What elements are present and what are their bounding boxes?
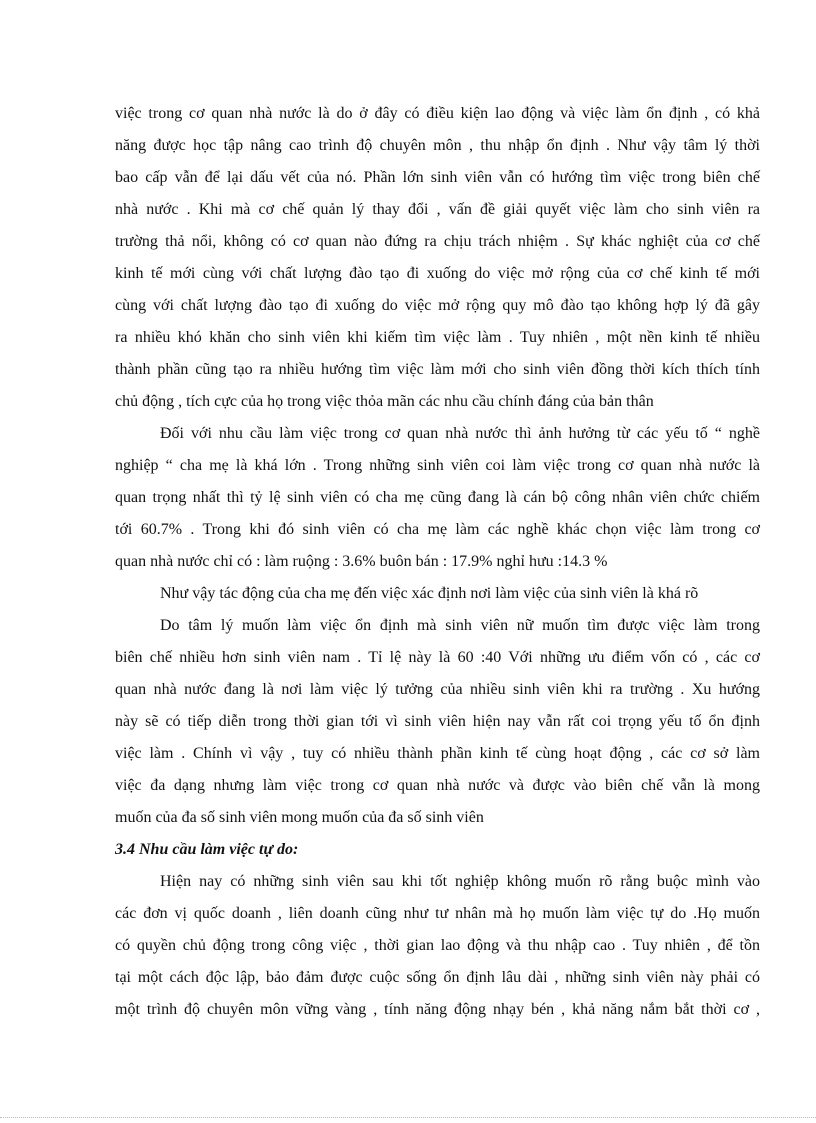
text-line: quan nhà nước đang là nơi làm việc lý tưởng của nhiều sinh viên khi ra trường . Xu hướng xyxy=(115,681,760,698)
body-text xyxy=(115,98,760,1026)
text-line: thành phần cũng tạo ra nhiều hướng tìm việc làm mới cho sinh viên đồng thời kích thích tính xyxy=(115,361,760,378)
text-line: tại một cách độc lập, bảo đảm được cuộc sống ổn định lâu dài , những sinh viên này phải có xyxy=(115,969,760,986)
text-line: Hiện nay có những sinh viên sau khi tốt nghiệp không muốn rõ rằng buộc mình vào xyxy=(160,873,760,890)
text-line: quan trọng nhất thì tỷ lệ sinh viên có cha mẹ cũng đang là cán bộ công nhân viên chức chiếm xyxy=(115,489,760,506)
text-line: nhà nước . Khi mà cơ chế quản lý thay đổi , vấn đề giải quyết việc làm cho sinh viên ra xyxy=(115,201,760,218)
text-line: các đơn vị quốc doanh , liên doanh cũng như tư nhân mà họ muốn làm việc tự do .Họ muốn xyxy=(115,905,760,922)
text-line: trường thả nổi, không có cơ quan nào đứng ra chịu trách nhiệm . Sự khác nghiệt của cơ chế xyxy=(115,233,760,250)
text-line: nghiệp “ cha mẹ là khá lớn . Trong những sinh viên coi làm việc trong cơ quan nhà nước là xyxy=(115,457,760,474)
text-line: cùng với chất lượng đào tạo đi xuống do việc mở rộng quy mô đào tạo không hợp lý đã gây xyxy=(115,297,760,314)
text-line: kinh tế mới cùng với chất lượng đào tạo đi xuống do việc mở rộng của cơ chế kinh tế mới xyxy=(115,265,760,282)
text-line: chủ động , tích cực của họ trong việc thỏa mãn các nhu cầu chính đáng của bản thân xyxy=(115,393,654,410)
text-line: Như vậy tác động của cha mẹ đến việc xác định nơi làm việc của sinh viên là khá rõ xyxy=(160,585,699,602)
text-line: việc làm . Chính vì vậy , tuy có nhiều thành phần kinh tế cùng hoạt động , các cơ sở làm xyxy=(115,745,760,762)
text-line: ra nhiều khó khăn cho sinh viên khi kiếm tìm việc làm . Tuy nhiên , một nền kinh tế nhiều xyxy=(115,329,760,346)
text-line: việc đa dạng nhưng làm việc trong cơ quan nhà nước và được vào biên chế vẫn là mong xyxy=(115,777,760,794)
page-bottom-border xyxy=(0,1117,816,1118)
text-line: Đối với nhu cầu làm việc trong cơ quan nhà nước thì ảnh hưởng từ các yếu tố “ nghề xyxy=(160,425,760,442)
text-line: biên chế nhiều hơn sinh viên nam . Tỉ lệ này là 60 :40 Với những ưu điểm vốn có , các cơ xyxy=(115,649,760,666)
text-line: quan nhà nước chỉ có : làm ruộng : 3.6% buôn bán : 17.9% nghỉ hưu :14.3 % xyxy=(115,553,608,570)
text-line: này sẽ có tiếp diễn trong thời gian tới vì sinh viên hiện nay vẫn rất coi trọng yếu tố ổn định xyxy=(115,713,760,730)
text-line: bao cấp vẫn để lại dấu vết của nó. Phần lớn sinh viên vẫn có hướng tìm việc trong biên chế xyxy=(115,169,760,186)
section-heading: 3.4 Nhu cầu làm việc tự do: xyxy=(115,841,299,858)
text-line: muốn của đa số sinh viên mong muốn của đa số sinh viên xyxy=(115,809,484,826)
text-line: có quyền chủ động trong công việc , thời gian lao động và thu nhập cao . Tuy nhiên , để tồn xyxy=(115,937,760,954)
text-line: năng được học tập nâng cao trình độ chuyên môn , thu nhập ổn định . Như vậy tâm lý thời xyxy=(115,137,760,154)
text-line: tới 60.7% . Trong khi đó sinh viên có cha mẹ làm các nghề khác chọn việc làm trong cơ xyxy=(115,521,760,538)
text-line: Do tâm lý muốn làm việc ổn định mà sinh viên nữ muốn tìm được việc làm trong xyxy=(160,617,760,634)
text-line: một trình độ chuyên môn vững vàng , tính năng động nhạy bén , khả năng nắm bắt thời cơ , xyxy=(115,1001,760,1018)
text-line: việc trong cơ quan nhà nước là do ở đây có điều kiện lao động và việc làm ổn định , có khả xyxy=(115,105,760,122)
